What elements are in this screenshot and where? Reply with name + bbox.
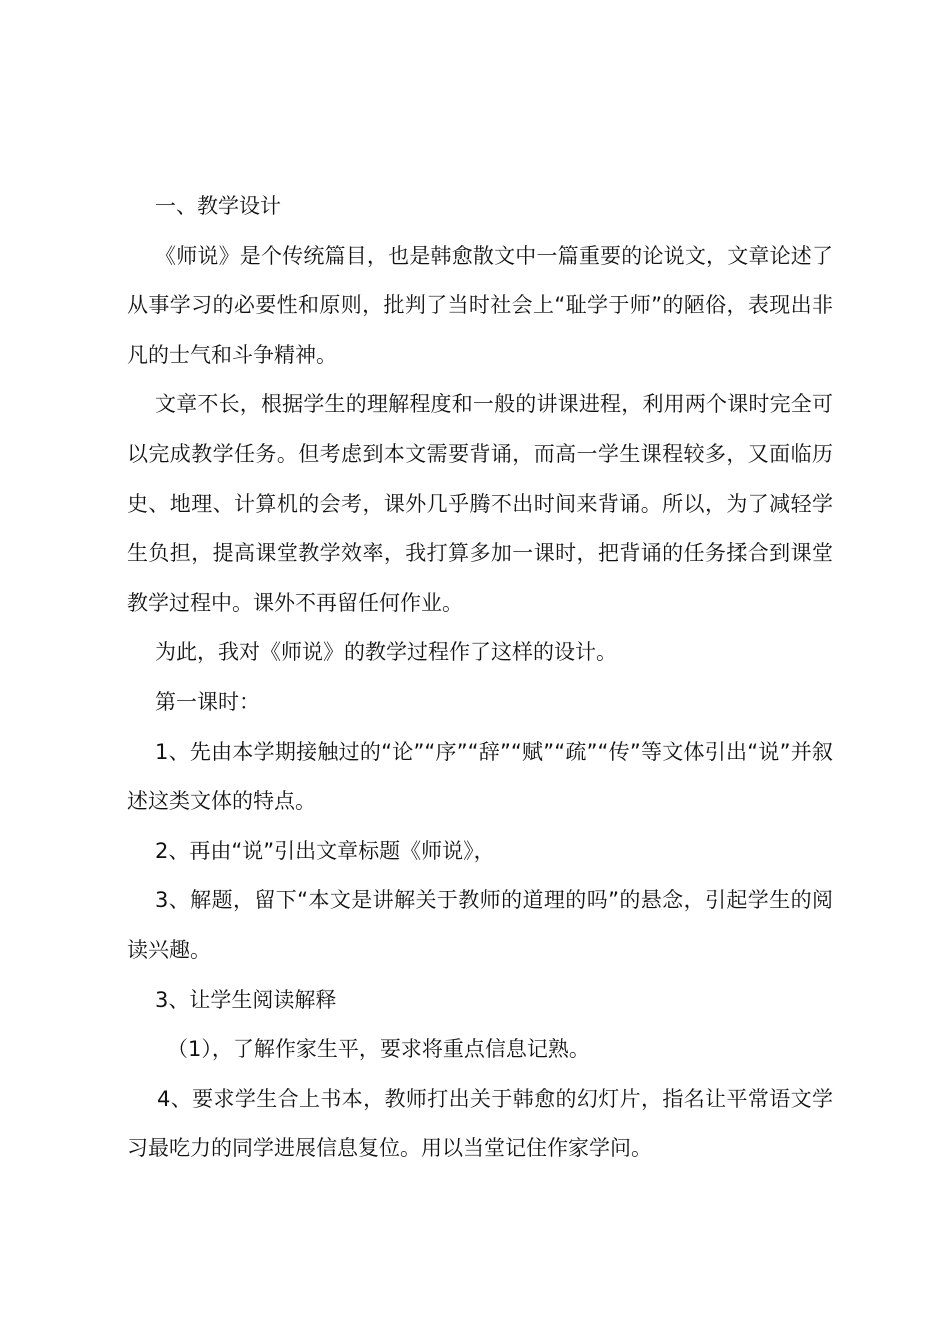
paragraph-design: 为此，我对《师说》的教学过程作了这样的设计。 [155, 640, 617, 665]
document-body [127, 182, 833, 1174]
step-2: 2、再由“说”引出文章标题《师说》， [155, 838, 495, 863]
step-3-reading: 3、让学生阅读解释 [155, 987, 337, 1012]
lesson-heading: 第一课时： [155, 689, 260, 714]
step-1: 1、先由本学期接触过的“论”“序”“辞”“赋”“疏”“传”等文体引出“说”并叙述这类文体的特点。 [127, 739, 833, 814]
step-4: 4、要求学生合上书本，教师打出关于韩愈的幻灯片，指名让平常语文学习最吃力的同学进展信息复位。用以当堂记住作家学问。 [127, 1086, 833, 1161]
paragraph-intro: 《师说》是个传统篇目，也是韩愈散文中一篇重要的论说文，文章论述了从事学习的必要性和原则，批判了当时社会上“耻学于师”的陋俗，表现出非凡的士气和斗争精神。 [127, 243, 833, 367]
paragraph-plan: 文章不长，根据学生的理解程度和一般的讲课进程，利用两个课时完全可以完成教学任务。但考虑到本文需要背诵，而高一学生课程较多，又面临历史、地理、计算机的会考，课外几乎腾不出时间来背诵。所以，为了减轻学生负担，提高课堂教学效率，我打算多加一课时，把背诵的任务揉合到课堂教学过程中。课外不再留任何作业。 [127, 392, 833, 615]
section-heading: 一、教学设计 [155, 194, 281, 218]
step-3-sub-1: （1），了解作家生平，要求将重点信息记熟。 [167, 1037, 590, 1062]
step-3-title: 3、解题，留下“本文是讲解关于教师的道理的吗”的悬念，引起学生的阅读兴趣。 [127, 888, 833, 962]
